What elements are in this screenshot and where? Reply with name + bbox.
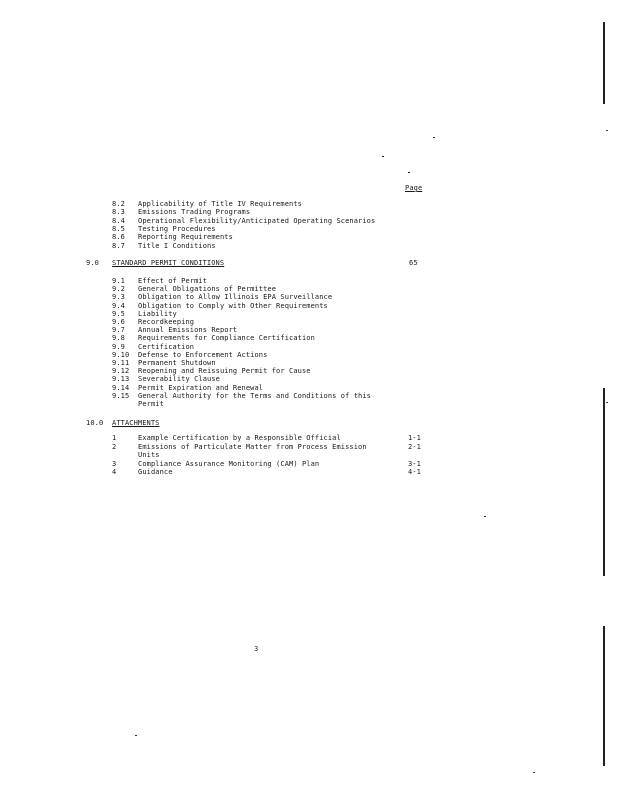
section-10-title: ATTACHMENTS (112, 419, 160, 427)
toc-entry-number: 8.3 (112, 208, 125, 217)
section-10-number: 10.0 (86, 419, 104, 427)
scan-edge-top (603, 22, 605, 104)
toc-entry-number: 9.5 (112, 309, 125, 318)
toc-entry-number: 8.5 (112, 224, 125, 233)
toc-entry-title: Severability Clause (138, 375, 220, 384)
toc-entry-number: 1 (112, 434, 117, 442)
toc-entry-number: 3 (112, 459, 117, 468)
toc-entry-title: Title I Conditions (138, 241, 216, 250)
toc-entry-number: 9.15 (112, 391, 130, 400)
scan-speck (408, 172, 410, 173)
toc-entry-number: 8.2 (112, 200, 125, 208)
page-column-header: Page (405, 184, 423, 192)
toc-entry-number: 9.10 (112, 350, 130, 359)
scan-edge-bottom (603, 626, 605, 766)
toc-entry-title: Liability (138, 309, 177, 318)
toc-entry-number: 8.4 (112, 216, 125, 225)
toc-entry-title: Guidance (138, 468, 173, 477)
toc-entry-title: Reporting Requirements (138, 233, 233, 242)
toc-entry-title: Compliance Assurance Monitoring (CAM) Plan (138, 459, 320, 468)
toc-entry-number: 9.3 (112, 293, 125, 302)
toc-entry-title: Applicability of Title IV Requirements (138, 200, 302, 208)
scan-speck (382, 156, 384, 157)
toc-entry-title: Recordkeeping (138, 318, 195, 326)
toc-entry-number: 9.2 (112, 285, 125, 294)
toc-entry-page: 4-1 (408, 468, 421, 477)
page-number: 3 (254, 645, 259, 653)
scan-speck (606, 402, 608, 403)
scan-speck (135, 735, 137, 736)
toc-entry-title: Effect of Permit (138, 277, 208, 285)
toc-entry-number: 9.9 (112, 342, 125, 351)
scan-speck (606, 130, 608, 131)
toc-entry-title: Example Certification by a Responsible Official (138, 434, 341, 442)
toc-entry-title: Permit (138, 400, 164, 408)
toc-entry-number: 9.1 (112, 277, 125, 285)
toc-entry-title: Requirements for Compliance Certification (138, 334, 315, 343)
toc-entry-title: Permanent Shutdown (138, 359, 216, 367)
scan-speck (533, 772, 535, 773)
toc-entry-number: 9.13 (112, 375, 130, 384)
section-9-page: 65 (409, 259, 418, 267)
toc-entry-title: Testing Procedures (138, 224, 216, 233)
scan-speck (484, 516, 486, 517)
toc-entry-title: Defense to Enforcement Actions (138, 350, 268, 359)
toc-entry-title: Units (138, 451, 160, 460)
toc-entry-title: Emissions of Particulate Matter from Process Emission (138, 442, 367, 451)
toc-entry-page: 1-1 (408, 434, 421, 442)
scan-edge-middle (603, 388, 605, 576)
toc-entry-number: 9.8 (112, 334, 125, 343)
toc-entry-number: 9.11 (112, 359, 130, 367)
toc-entry-number: 8.6 (112, 233, 125, 242)
scan-speck (433, 137, 435, 138)
toc-entry-number: 8.7 (112, 241, 125, 250)
toc-entry-number: 9.4 (112, 301, 125, 310)
section-9-number: 9.0 (86, 259, 99, 267)
section-9-title: STANDARD PERMIT CONDITIONS (112, 259, 225, 267)
toc-entry-title: Permit Expiration and Renewal (138, 383, 264, 392)
toc-entry-title: Annual Emissions Report (138, 326, 238, 335)
toc-entry-number: 9.14 (112, 383, 130, 392)
toc-entry-title: General Obligations of Permittee (138, 285, 277, 294)
toc-entry-title: Reopening and Reissuing Permit for Cause (138, 367, 311, 376)
toc-entry-title: General Authority for the Terms and Conditions of this (138, 391, 371, 400)
toc-entry-number: 2 (112, 442, 117, 451)
toc-entry-number: 4 (112, 468, 117, 477)
toc-entry-title: Obligation to Allow Illinois EPA Surveillance (138, 293, 333, 302)
toc-entry-number: 9.7 (112, 326, 125, 335)
toc-entry-page: 3-1 (408, 459, 421, 468)
toc-entry-title: Emissions Trading Programs (138, 208, 251, 217)
toc-entry-page: 2-1 (408, 442, 421, 451)
toc-entry-number: 9.6 (112, 318, 125, 326)
toc-entry-number: 9.12 (112, 367, 130, 376)
toc-entry-title: Operational Flexibility/Anticipated Operating Scenarios (138, 216, 376, 225)
toc-entry-title: Certification (138, 342, 195, 351)
toc-entry-title: Obligation to Comply with Other Requirements (138, 301, 328, 310)
